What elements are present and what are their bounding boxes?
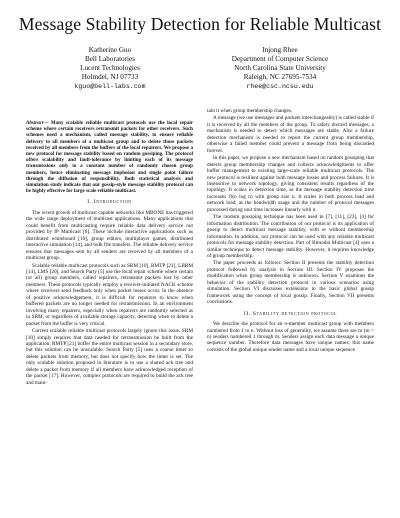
author-1 [40, 46, 180, 91]
author-affiliation: Department of Computer Science [231, 55, 329, 63]
left-column [26, 120, 193, 512]
section-heading-introduction: I. Introduction [87, 199, 132, 206]
abstract-label: Abstract [26, 120, 44, 126]
author-2 [200, 46, 360, 91]
body-paragraph: Scalable reliable multicast protocols such as SRM [10], RMTP [21], LBRM [14], LMS [20], and Search Party [5] use the local repair scheme where certain (or all) group members, called repairers, retransmit packets lost by other members. These protocols typically employ a receiver-initiated NACK scheme where receivers send feedback only when packet losses occur. In the absence of positive acknowledgement, it is difficult for repairers to know when buffered packets are no longer needed for retransmission. In an environment involving many repairers, especially when repairers are randomly selected as in SRM, or regardless of available storage capacity, detecting when to delete a packet from the buffer is very critical. [26, 262, 193, 327]
author-block [40, 46, 360, 108]
section-heading-stability: II. Stability detection protocol [243, 310, 338, 317]
abstract-text: — Many scalable reliable multicast protocols use the local repair scheme where certain receivers retransmit packets for other receivers. Such schemes need a mechanism, called message stability, to ensure reliable delivery to all members of a multicast group and to delete those packets received by all members from the buffers of the local repairers. We propose a new protocol for message stability based on random gossiping. The protocol offers scalability and fault-tolerance by limiting each of its message transmissions only to a constant number of randomly chosen group members, hence eliminating message implosion and single point failure through the diffusion of responsibility. Both statistical analysis and simulation study indicate that our gossip-style message stability protocol can be highly effective for large scale reliable multicast. [26, 120, 193, 195]
body-paragraph: The paper proceeds as follows: Section II presents the stability detection protocol followed by analysis in Section III. Section IV proposes the modification when group membership is unknown. Section V examines the behavior of the stability detection protocol in various scenarios using simulation. Section VI discusses extensions to the basic global gossip framework using the concept of local gossip. Finally, Section VII presents conclusions. [207, 260, 374, 306]
author-organization: North Carolina State University [234, 64, 326, 72]
author-location: Raleigh, NC 27695-7534 [243, 73, 317, 81]
author-organization: Lucent Technologies [80, 64, 140, 72]
author-email: rhee@csc.ncsu.edu [246, 83, 314, 90]
body-paragraph: tain it when group membership changes. [207, 108, 293, 114]
paper-title: Message Stability Detection for Reliable Multicast [18, 14, 382, 34]
body-paragraph: We describe the protocol for an n-member multicast group with members numbered from 1 to n. Without loss of generality, we assume there are m (m < n) senders numbered 1 through m. Senders assign each data message a unique sequence number. Therefore data messages have unique names; this name consists of the global unique sender name and a local unique sequence [207, 321, 374, 353]
author-email: kguo@bell-labs.com [74, 83, 146, 90]
body-paragraph: The random gossiping technique has been used in [7], [11], [23], [4] for information distribution. The contribution of our protocol is its application of gossip to detect multicast message stability, with or without membership information. In addition, our protocol can be used with any reliable multicast protocols for message stability detection. Part of Bimodal Multicast [4] uses a similar technique to detect message stability. However, it requires knowledge of group membership. [207, 214, 374, 259]
author-location: Holmdel, NJ 07733 [81, 73, 139, 81]
author-name: Injong Rhee [262, 46, 298, 54]
author-name: Katherine Guo [88, 46, 132, 54]
body-paragraph: In this paper, we propose a new mechanism based on random gossiping that detects group membership changes and collects acknowledgments to offer buffer management to existing large-scale reliable multicast protocols. The new protocol is resilient against both message losses and process failures. It is insensitive to network topology, giving consistent results regardless of the topology. It scales in detection time, as the message stability detection time increases O(n log n) with group size n. It scales in both process load and network load, as the bandwidth usage and the number of protocol messages processed during unit time increases linearly with n. [207, 155, 374, 213]
body-paragraph: The recent growth of multicast capable networks like MBONE has triggered the wide range deployment of multicast applications. Many applications that could benefit from multicasting require reliable data delivery service not provided by IP Multicast [6]. These include interactive applications such as distributed whiteboard [10], group editors, multiplayer games, distributed interactive simulation [14], and bulk file transfers. The reliable delivery service ensures that messages sent by all senders are received by all members of a multicast group. [26, 209, 193, 262]
body-paragraph: A message (we use messages and packets interchangeably) is called stable if it is received by all the members of the group. To safely discard messages, a mechanism is needed to detect which messages are stable. Also a failure detection mechanism is needed to report the current group membership, otherwise a failed member could prevent a message from being discarded forever. [207, 115, 374, 154]
abstract [26, 120, 193, 194]
body-paragraph: Current scalable reliable multicast protocols largely ignore this issue. SRM [10] simply requires that data needed for retransmission be built from the application. RMTP [21] buffer the entire multicast session in a secondary store, but this solution can be unscalable. Search Party [5] uses a coarse timer to delete packets from memory, but does not specify how the timer is set. The only scalable solution proposed in literature is to use a shared ack tree and delete a packet from memory if all members have acknowledged reception of the packet [17]. However, complex protocols are required to build the ack tree and main- [26, 328, 193, 386]
author-affiliation: Bell Laboratories [84, 55, 136, 63]
right-column [207, 108, 374, 500]
